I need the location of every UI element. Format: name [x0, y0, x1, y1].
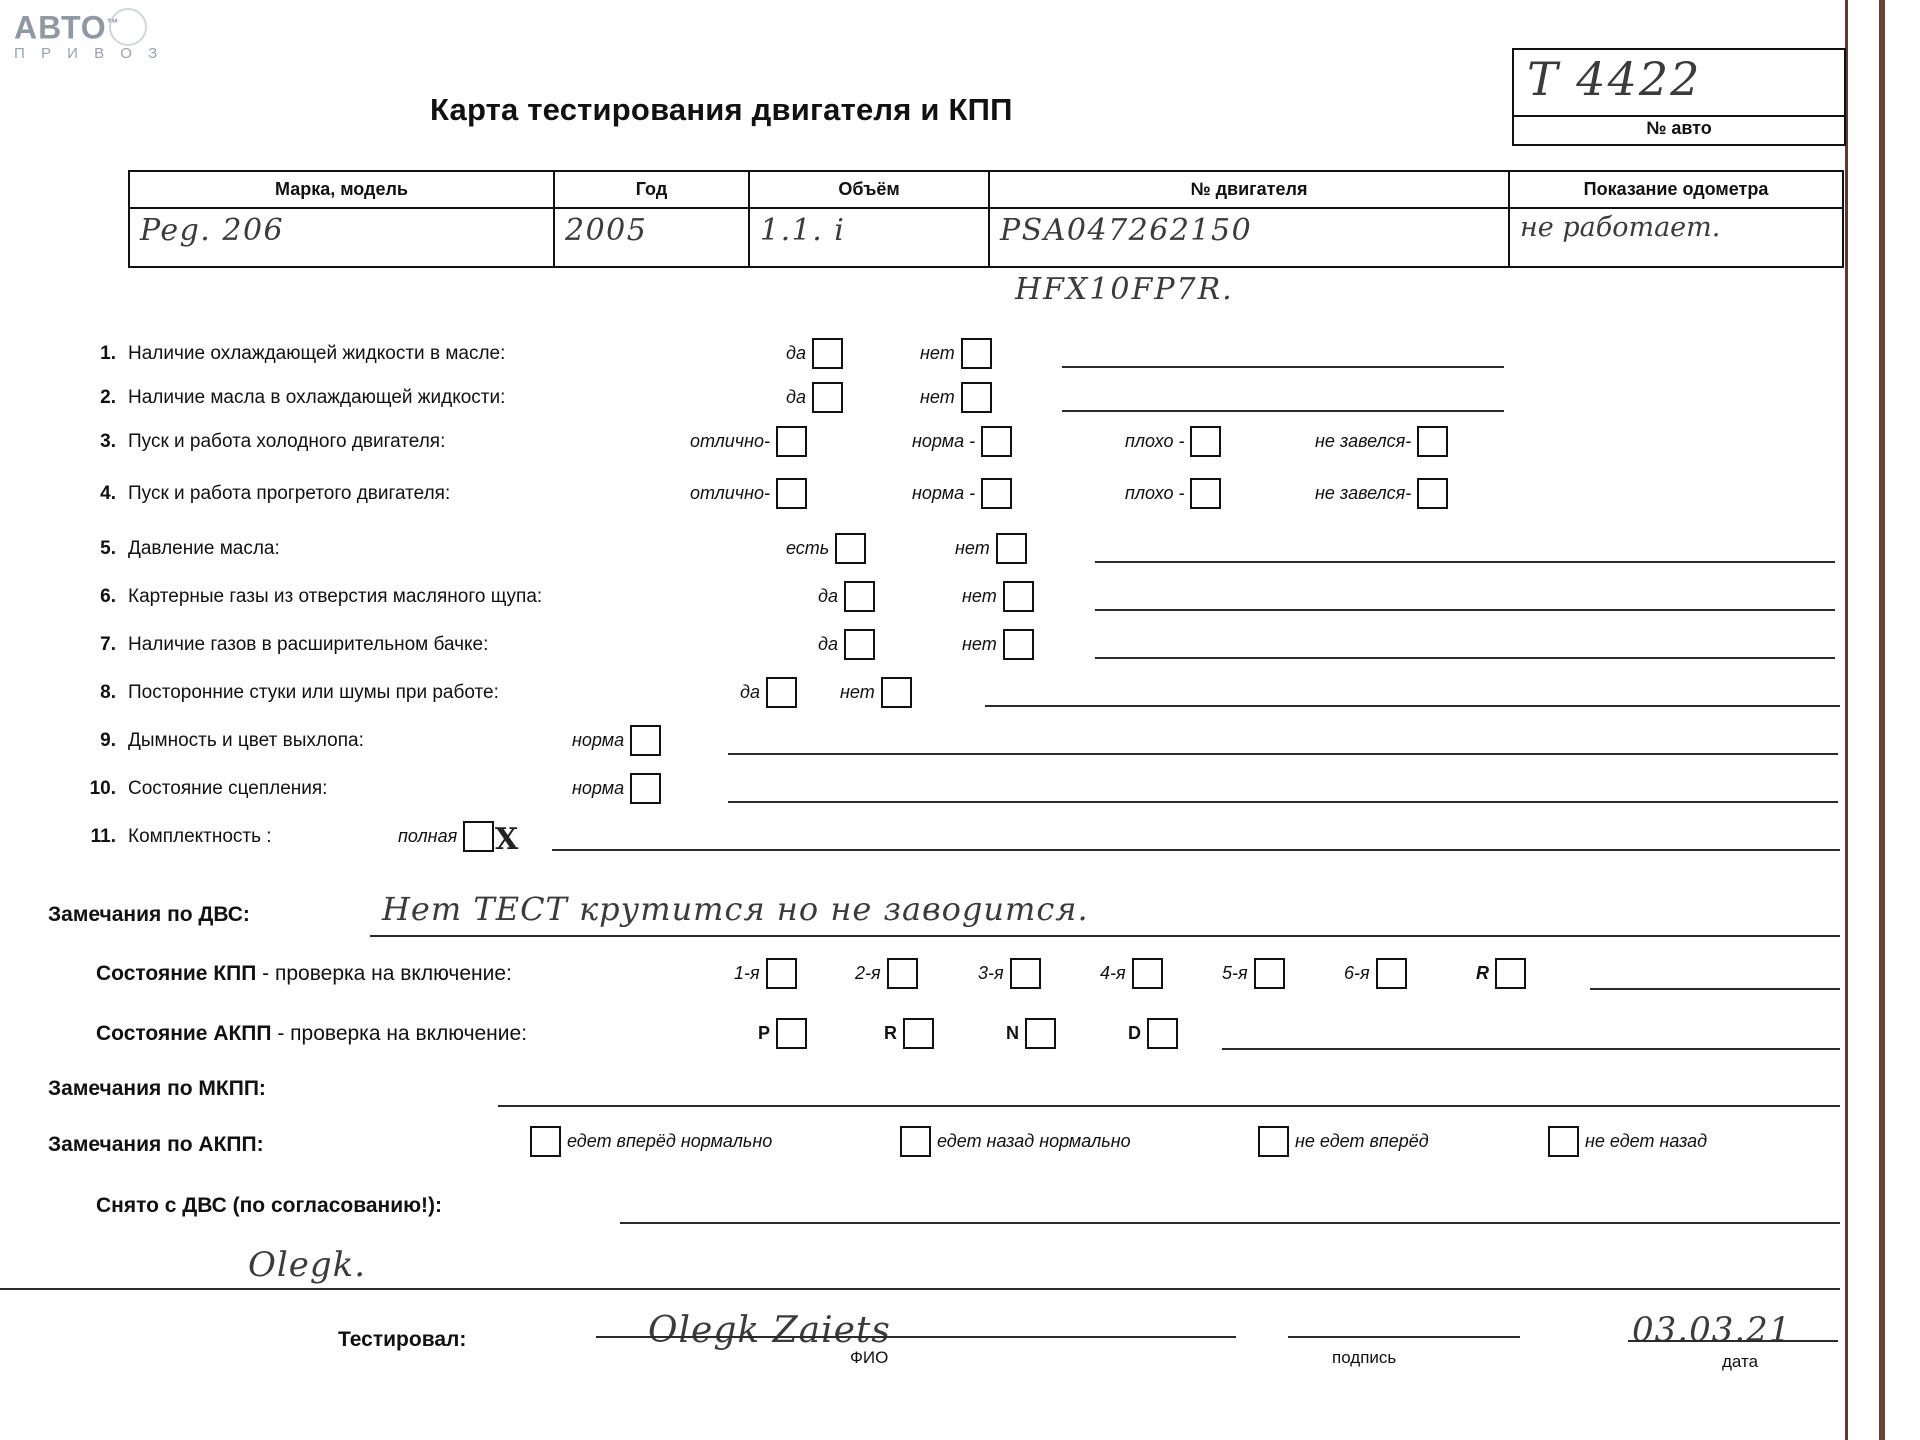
- row-question: Состояние сцепления:: [128, 778, 328, 799]
- checkbox[interactable]: [961, 338, 992, 369]
- checkbox[interactable]: [996, 533, 1027, 564]
- checkbox[interactable]: [766, 958, 797, 989]
- row-number: 2.: [100, 387, 116, 408]
- removed-parts-value: Olegk.: [248, 1245, 367, 1285]
- option-didnt-start[interactable]: [1315, 478, 1448, 509]
- option-label: да: [818, 586, 838, 606]
- checklist-row: [0, 675, 1920, 723]
- option-bad[interactable]: [1125, 426, 1221, 457]
- gear-label: 5-я: [1222, 963, 1248, 983]
- option-label: норма -: [912, 431, 976, 451]
- cell-year: [554, 208, 749, 267]
- row-question: Комплектность :: [128, 826, 272, 847]
- option-label: норма -: [912, 483, 976, 503]
- akpp-forward-ok[interactable]: [530, 1126, 772, 1157]
- akpp-label: [96, 1022, 527, 1046]
- removed-label-strong: по согласованию!: [239, 1194, 429, 1217]
- option-label: не завелся-: [1315, 431, 1412, 451]
- plate-number-value: Т 4422: [1527, 52, 1702, 106]
- checklist-row: [0, 819, 1920, 867]
- tested-by-label: Тестировал:: [338, 1328, 467, 1351]
- date-caption: дата: [1722, 1352, 1759, 1371]
- checkbox[interactable]: [463, 821, 494, 852]
- col-engine-no: № двигателя: [989, 171, 1509, 208]
- logo-circle-icon: [106, 8, 147, 46]
- gear-3[interactable]: [978, 958, 1041, 989]
- gear-1[interactable]: [734, 958, 797, 989]
- option-label: нет: [920, 387, 955, 407]
- checkbox[interactable]: [1495, 958, 1526, 989]
- row-number: 8.: [100, 682, 116, 703]
- option-normal[interactable]: [572, 725, 661, 756]
- checkbox[interactable]: [844, 581, 875, 612]
- checkbox[interactable]: [844, 629, 875, 660]
- divider-line: [0, 1288, 1840, 1290]
- option-no[interactable]: [920, 382, 992, 413]
- option-label: полная: [398, 826, 458, 846]
- checkbox[interactable]: [1010, 958, 1041, 989]
- mkpp-label-rest: - проверка на включение:: [256, 962, 512, 985]
- option-excellent[interactable]: [690, 426, 807, 457]
- option-present[interactable]: [786, 533, 866, 564]
- row-number: 7.: [100, 634, 116, 655]
- checkbox[interactable]: [903, 1018, 934, 1049]
- gear-label: 2-я: [855, 963, 881, 983]
- logo-line1: АВТО: [14, 9, 107, 46]
- mode-label: P: [758, 1023, 771, 1043]
- mkpp-line: [1590, 988, 1840, 990]
- option-label: норма: [572, 778, 625, 798]
- akpp-line: [1222, 1048, 1840, 1050]
- gear-label: R: [1476, 963, 1489, 983]
- row-question: Пуск и работа прогретого двигателя:: [128, 483, 451, 504]
- row-question: Наличие масла в охлаждающей жидкости:: [128, 387, 506, 408]
- checkbox[interactable]: [1025, 1018, 1056, 1049]
- option-label: есть: [786, 538, 830, 558]
- value-volume: 1.1. i: [760, 213, 846, 248]
- option-label: отлично-: [690, 431, 770, 451]
- checklist-row: [0, 579, 1920, 627]
- checkbox-x-mark: X: [495, 822, 519, 857]
- option-label: едет назад нормально: [937, 1131, 1131, 1151]
- mkpp-label: [96, 962, 512, 986]
- option-yes[interactable]: [786, 338, 843, 369]
- checklist-row: [0, 476, 1920, 531]
- checkbox[interactable]: [981, 478, 1012, 509]
- fio-caption: ФИО: [850, 1348, 889, 1367]
- akpp-reverse-ok[interactable]: [900, 1126, 1131, 1157]
- dvs-notes-label: Замечания по ДВС:: [48, 903, 250, 926]
- checkbox[interactable]: [812, 382, 843, 413]
- checklist-row: [0, 336, 1920, 380]
- logo-tm: ™: [106, 16, 120, 30]
- checkbox[interactable]: [812, 338, 843, 369]
- option-label: нет: [962, 634, 997, 654]
- option-label: не завелся-: [1315, 483, 1412, 503]
- checkbox[interactable]: [900, 1126, 931, 1157]
- checkbox[interactable]: [1132, 958, 1163, 989]
- option-yes[interactable]: [786, 382, 843, 413]
- row-number: 5.: [100, 538, 116, 559]
- writing-line: [728, 753, 1838, 755]
- akpp-mode-p[interactable]: [758, 1018, 807, 1049]
- dvs-notes-value: Нет ТЕСТ крутится но не завоgится.: [382, 890, 1089, 928]
- option-no[interactable]: [962, 581, 1034, 612]
- checklist: [0, 336, 1920, 867]
- checkbox[interactable]: [1417, 478, 1448, 509]
- row-number: 10.: [89, 778, 116, 799]
- checkbox[interactable]: [1190, 478, 1221, 509]
- option-label: норма: [572, 730, 625, 750]
- removed-parts-line: [620, 1222, 1840, 1224]
- option-no[interactable]: [840, 677, 912, 708]
- option-label: не едет назад: [1585, 1131, 1708, 1151]
- option-yes[interactable]: [818, 629, 875, 660]
- col-volume: Объём: [749, 171, 989, 208]
- checkbox[interactable]: [530, 1126, 561, 1157]
- writing-line: [1095, 657, 1835, 659]
- cell-volume: [749, 208, 989, 267]
- col-model: Марка, модель: [129, 171, 554, 208]
- checkbox[interactable]: [1147, 1018, 1178, 1049]
- option-normal[interactable]: [912, 478, 1012, 509]
- mode-label: D: [1128, 1023, 1141, 1043]
- gear-reverse[interactable]: [1476, 958, 1526, 989]
- akpp-mode-d[interactable]: [1128, 1018, 1178, 1049]
- gear-label: 3-я: [978, 963, 1004, 983]
- row-question: Дымность и цвет выхлопа:: [128, 730, 364, 751]
- option-label: плохо -: [1125, 431, 1185, 451]
- checkbox[interactable]: [835, 533, 866, 564]
- akpp-mode-n[interactable]: [1006, 1018, 1056, 1049]
- checkbox[interactable]: [881, 677, 912, 708]
- removed-label-end: ):: [428, 1194, 443, 1217]
- row-number: 9.: [100, 730, 116, 751]
- writing-line: [1095, 609, 1835, 611]
- gear-label: 6-я: [1344, 963, 1370, 983]
- akpp-mode-r[interactable]: [884, 1018, 934, 1049]
- mkpp-notes-label: Замечания по МКПП:: [48, 1077, 266, 1100]
- row-number: 1.: [100, 343, 116, 364]
- checklist-row: [0, 424, 1920, 476]
- plate-number-label: № авто: [1512, 113, 1846, 146]
- row-question: Наличие охлаждающей жидкости в масле:: [128, 343, 506, 364]
- checkbox[interactable]: [766, 677, 797, 708]
- col-year: Год: [554, 171, 749, 208]
- row-question: Посторонние стуки или шумы при работе:: [128, 682, 499, 703]
- checkbox[interactable]: [630, 773, 661, 804]
- writing-line: [1062, 410, 1504, 412]
- row-question: Картерные газы из отверстия масляного щупа:: [128, 586, 543, 607]
- checkbox[interactable]: [776, 1018, 807, 1049]
- signature-line: [1288, 1336, 1520, 1338]
- dvs-notes-line: [370, 935, 1840, 937]
- option-label: нет: [920, 343, 955, 363]
- option-label: плохо -: [1125, 483, 1185, 503]
- akpp-no-reverse[interactable]: [1548, 1126, 1707, 1157]
- checkbox[interactable]: [776, 478, 807, 509]
- checkbox[interactable]: [1258, 1126, 1289, 1157]
- date-line: [1628, 1340, 1838, 1342]
- row-question: Наличие газов в расширительном бачке:: [128, 634, 489, 655]
- cell-engine-no: [989, 208, 1509, 267]
- row-number: 6.: [100, 586, 116, 607]
- value-model: Peg. 206: [140, 213, 285, 248]
- option-label: нет: [962, 586, 997, 606]
- row-number: 11.: [90, 826, 116, 847]
- option-label: да: [740, 682, 760, 702]
- signature-caption: подпись: [1332, 1348, 1397, 1367]
- mkpp-notes-line: [498, 1105, 1840, 1107]
- fio-line: [596, 1336, 1236, 1338]
- checklist-row: [0, 531, 1920, 579]
- row-question: Давление масла:: [128, 538, 280, 559]
- checkbox[interactable]: [1003, 629, 1034, 660]
- gear-4[interactable]: [1100, 958, 1163, 989]
- mkpp-label-bold: Состояние КПП: [96, 962, 257, 985]
- date-value: 03.03.21: [1632, 1310, 1792, 1350]
- option-didnt-start[interactable]: [1315, 426, 1448, 457]
- checkbox[interactable]: [887, 958, 918, 989]
- row-question: Пуск и работа холодного двигателя:: [128, 431, 446, 452]
- option-no[interactable]: [920, 338, 992, 369]
- gear-2[interactable]: [855, 958, 918, 989]
- writing-line: [985, 705, 1840, 707]
- option-excellent[interactable]: [690, 478, 807, 509]
- option-normal[interactable]: [572, 773, 661, 804]
- option-complete[interactable]: [398, 821, 494, 852]
- cell-model: [129, 208, 554, 267]
- option-label: едет вперёд нормально: [567, 1131, 773, 1151]
- tester-name-value: Olegk Zaiets: [648, 1310, 891, 1351]
- checklist-row: [0, 380, 1920, 424]
- mode-label: R: [884, 1023, 897, 1043]
- akpp-label-bold: Состояние АКПП: [96, 1022, 272, 1045]
- akpp-label-rest: - проверка на включение:: [271, 1022, 528, 1045]
- option-yes[interactable]: [818, 581, 875, 612]
- removed-label-start: Снято с ДВС (: [96, 1194, 240, 1217]
- table-header-row: [129, 171, 1843, 208]
- option-label: нет: [840, 682, 875, 702]
- writing-line: [728, 801, 1838, 803]
- avtopriv oz-logo: [14, 6, 164, 70]
- checkbox[interactable]: [1548, 1126, 1579, 1157]
- checkbox[interactable]: [1003, 581, 1034, 612]
- checkbox[interactable]: [776, 426, 807, 457]
- checkbox[interactable]: [630, 725, 661, 756]
- akpp-notes-label: Замечания по АКПП:: [48, 1133, 264, 1156]
- checkbox[interactable]: [1376, 958, 1407, 989]
- page-title: Карта тестирования двигателя и КПП: [430, 92, 1013, 127]
- option-label: да: [786, 387, 806, 407]
- option-absent[interactable]: [955, 533, 1027, 564]
- option-label: не едет вперёд: [1295, 1131, 1429, 1151]
- value-odometer: не работает.: [1520, 212, 1721, 243]
- writing-line: [552, 849, 1840, 851]
- checkbox[interactable]: [981, 426, 1012, 457]
- gear-label: 4-я: [1100, 963, 1126, 983]
- option-label: отлично-: [690, 483, 770, 503]
- checkbox[interactable]: [1254, 958, 1285, 989]
- option-normal[interactable]: [912, 426, 1012, 457]
- checklist-row: [0, 723, 1920, 771]
- gear-5[interactable]: [1222, 958, 1285, 989]
- option-no[interactable]: [962, 629, 1034, 660]
- mode-label: N: [1006, 1023, 1019, 1043]
- option-yes[interactable]: [740, 677, 797, 708]
- logo-line2: П Р И В О З: [14, 44, 164, 62]
- akpp-no-forward[interactable]: [1258, 1126, 1429, 1157]
- checkbox[interactable]: [1417, 426, 1448, 457]
- col-odometer: Показание одометра: [1509, 171, 1843, 208]
- row-number: 3.: [100, 431, 116, 452]
- gear-label: 1-я: [734, 963, 760, 983]
- writing-line: [1062, 366, 1504, 368]
- option-bad[interactable]: [1125, 478, 1221, 509]
- value-engine-no-second-line: HFX10FP7R.: [1015, 272, 1234, 307]
- checkbox[interactable]: [961, 382, 992, 413]
- removed-parts-label: [96, 1194, 442, 1218]
- option-label: нет: [955, 538, 990, 558]
- option-label: да: [786, 343, 806, 363]
- checklist-row: [0, 627, 1920, 675]
- value-year: 2005: [565, 213, 648, 248]
- gear-6[interactable]: [1344, 958, 1407, 989]
- value-engine-no: PSA047262150: [1000, 213, 1253, 248]
- checkbox[interactable]: [1190, 426, 1221, 457]
- option-label: да: [818, 634, 838, 654]
- checklist-row: [0, 771, 1920, 819]
- writing-line: [1095, 561, 1835, 563]
- row-number: 4.: [100, 483, 116, 504]
